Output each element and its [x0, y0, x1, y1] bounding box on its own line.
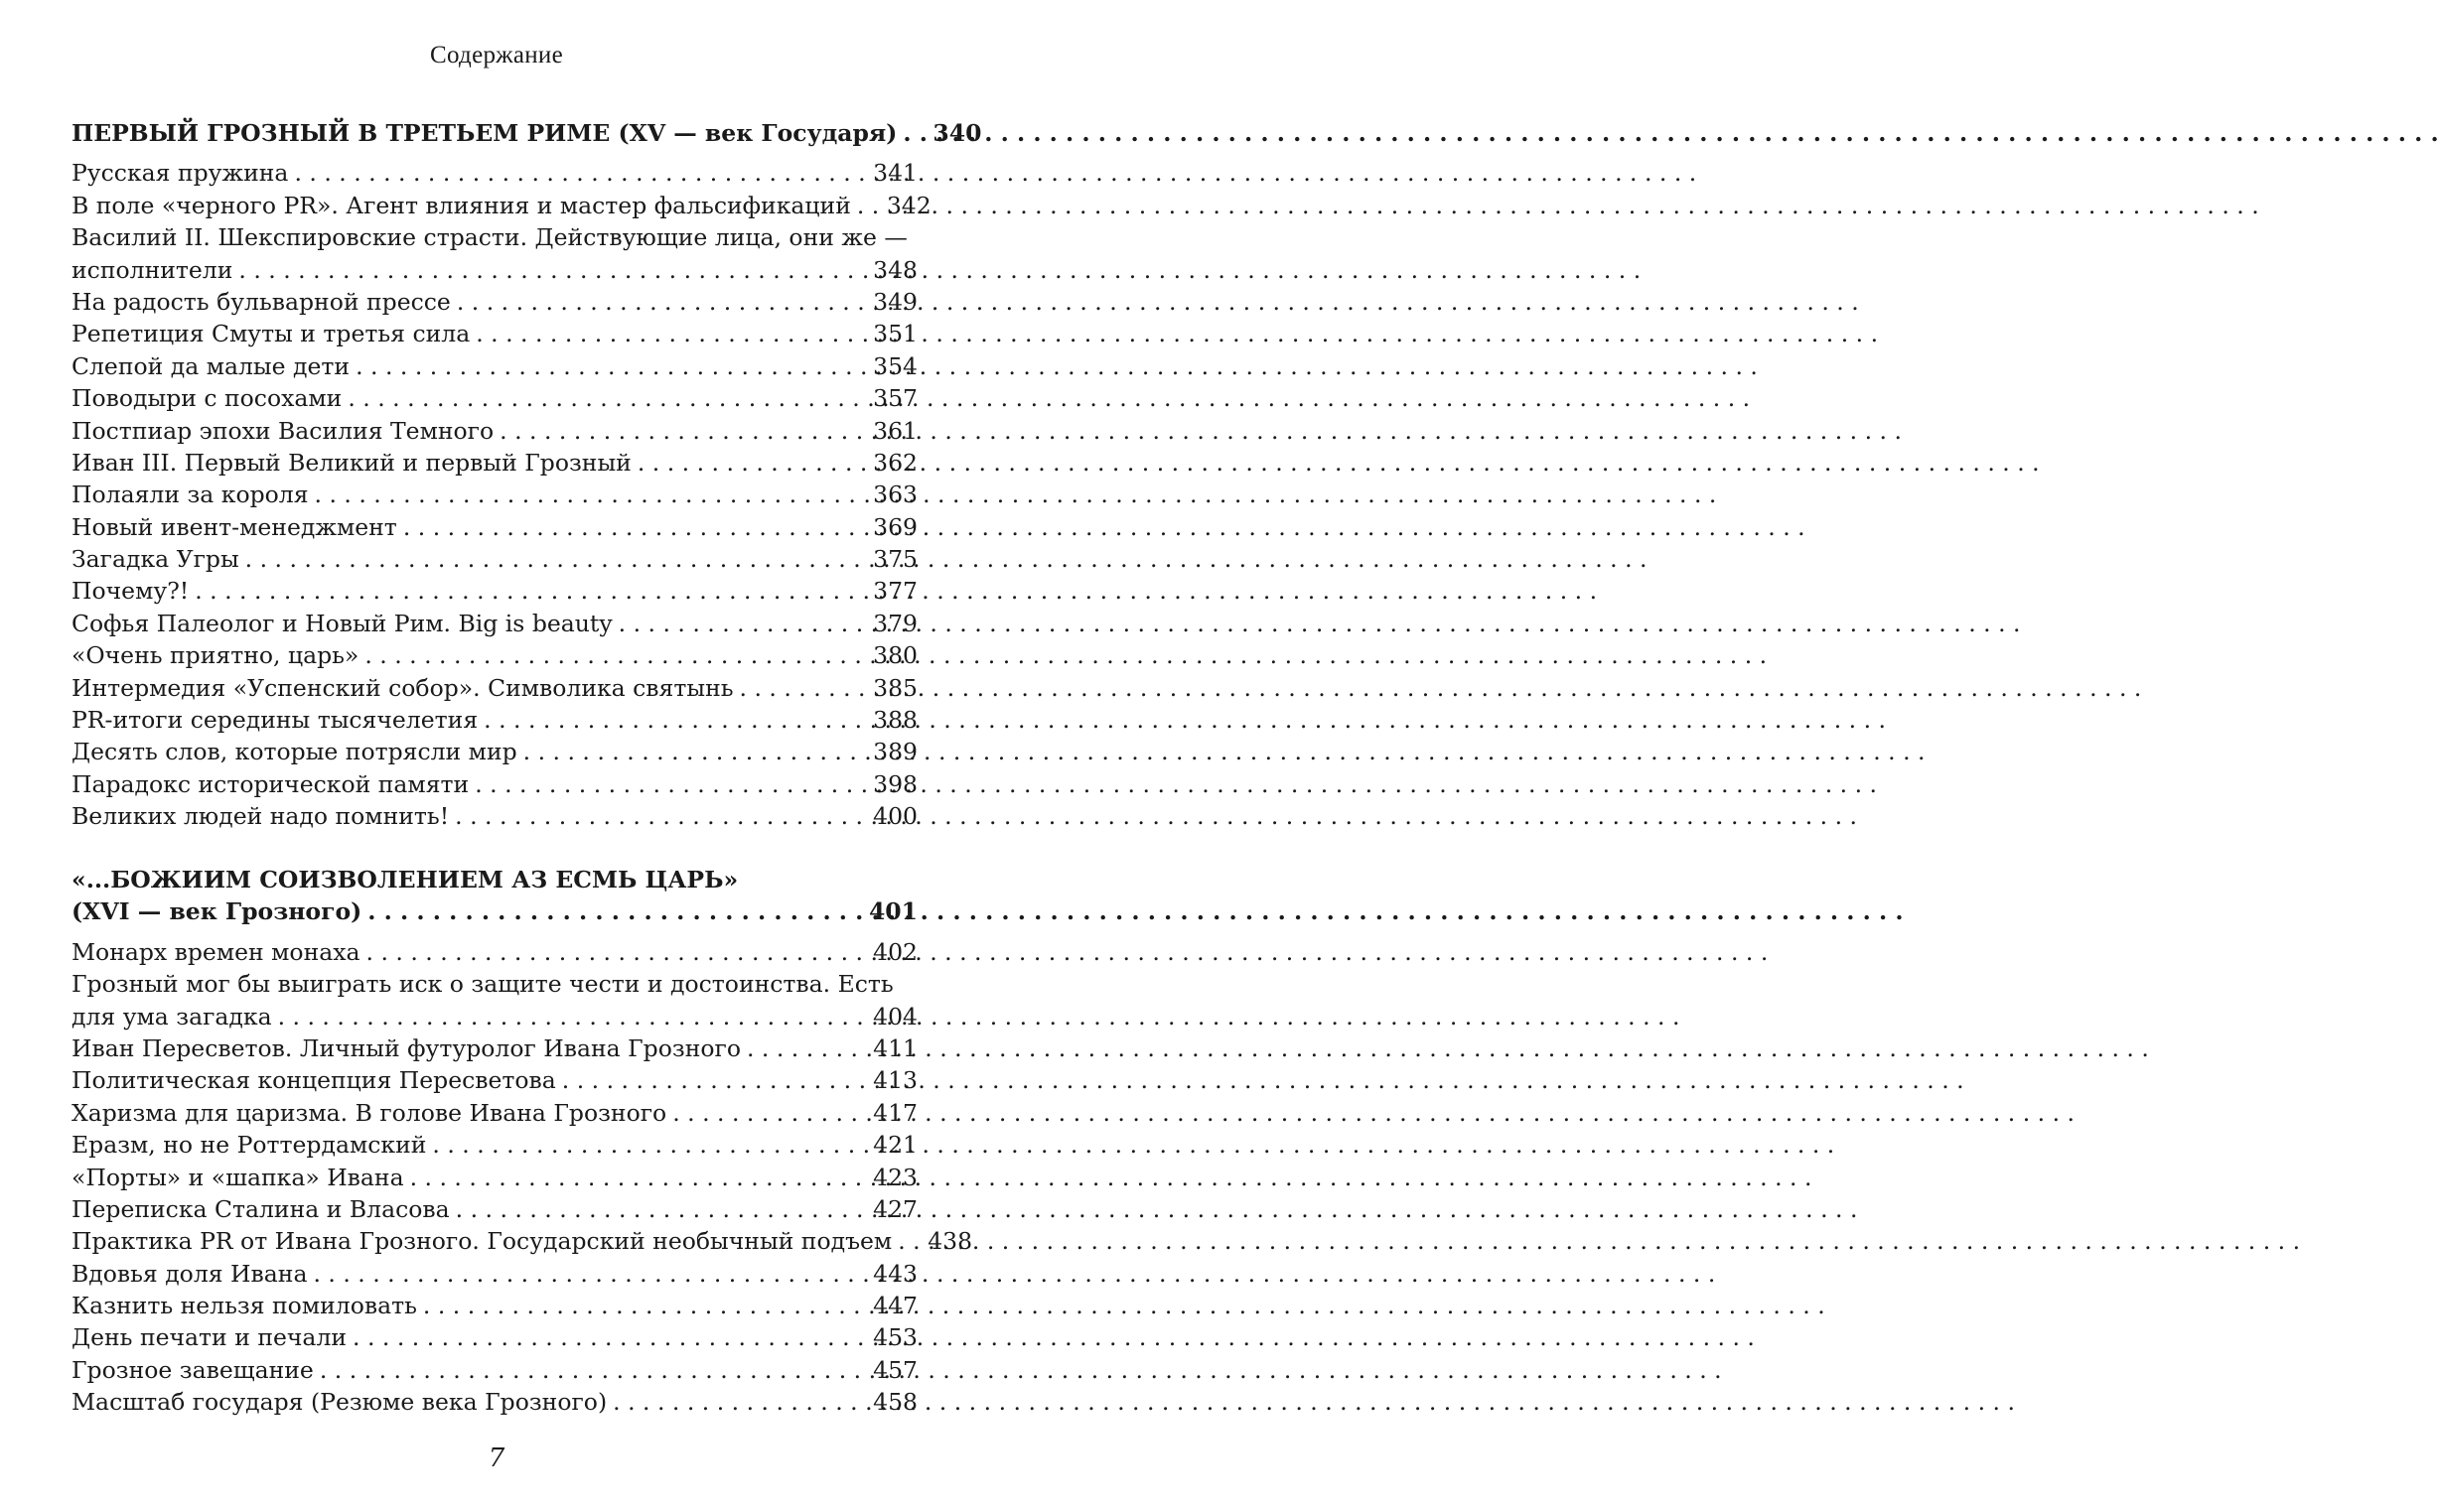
- page-number: 342: [886, 191, 932, 219]
- leader-dots: [239, 543, 863, 575]
- entry-title: В поле «черного PR». Агент влияния и мастер фальсификаций: [72, 191, 851, 219]
- leader-dots: [314, 1354, 863, 1386]
- leader-dots: [360, 936, 864, 968]
- entry-title: Постпиар эпохи Василия Темного: [72, 416, 495, 445]
- toc-entry: [72, 511, 918, 543]
- entry-title: Иван Пересветов. Личный футуролог Ивана Грозного: [72, 1033, 741, 1062]
- entry-title-line: Василий II. Шекспировские страсти. Действующие лица, они же —: [72, 223, 908, 252]
- leader-dots: [666, 1097, 863, 1129]
- leader-dots: [450, 1193, 864, 1225]
- entry-title: Софья Палеолог и Новый Рим. Big is beauty: [72, 609, 613, 637]
- page-number: 351: [873, 320, 918, 348]
- toc-entry: [72, 672, 918, 704]
- page-number: 458: [873, 1388, 918, 1417]
- entry-title: Грозное завещание: [72, 1355, 314, 1384]
- toc-entry: [72, 936, 918, 968]
- page-number: 348: [873, 255, 918, 284]
- page-number: 375: [873, 545, 918, 574]
- page-number: 361: [873, 416, 918, 445]
- toc-entry: [72, 190, 932, 221]
- running-head: Содержание: [430, 42, 563, 69]
- toc-entry: [72, 1032, 918, 1064]
- book-page: [0, 0, 993, 1512]
- entry-title: Русская пружина: [72, 159, 289, 188]
- page-number: 354: [873, 351, 918, 380]
- leader-dots: [469, 768, 863, 800]
- entry-title: Интермедия «Успенский собор». Символика святынь: [72, 673, 734, 702]
- page-number: 404: [873, 1002, 918, 1031]
- toc-section-2: [72, 864, 973, 1419]
- leader-dots: [309, 479, 864, 510]
- leader-dots: [632, 447, 863, 479]
- entry-title: Еразм, но не Роттердамский: [72, 1131, 427, 1160]
- entry-title: Слепой да малые дети: [72, 351, 351, 380]
- leader-dots: [470, 318, 863, 349]
- entry-title: для ума загадка: [72, 1002, 272, 1031]
- toc-entry: [72, 704, 918, 736]
- leader-dots: [307, 1258, 863, 1290]
- page-number: 417: [873, 1098, 918, 1127]
- toc-entry: [72, 1001, 918, 1032]
- leader-dots: [359, 639, 863, 671]
- leader-dots: [397, 511, 863, 543]
- leader-dots: [189, 575, 863, 607]
- leader-dots: [347, 1321, 863, 1353]
- page-number: 400: [873, 802, 918, 831]
- leader-dots: [232, 254, 863, 286]
- page-number: 385: [873, 673, 918, 702]
- page-number: 363: [873, 481, 918, 509]
- toc-entry: [72, 254, 918, 286]
- page-number: 413: [873, 1066, 918, 1095]
- entry-title: Загадка Угры: [72, 545, 239, 574]
- leader-dots: [350, 350, 863, 382]
- toc-entry: [72, 1162, 918, 1193]
- entry-title: Иван III. Первый Великий и первый Грозный: [72, 448, 632, 477]
- entry-title: Переписка Сталина и Власова: [72, 1194, 450, 1223]
- entry-title: PR-итоги середины тысячелетия: [72, 706, 479, 735]
- toc-entry: [72, 543, 918, 575]
- entry-title: Десять слов, которые потрясли мир: [72, 738, 517, 766]
- page-number: 457: [873, 1355, 918, 1384]
- page-number: 453: [873, 1323, 918, 1352]
- leader-dots: [556, 1064, 863, 1096]
- page-number: 389: [873, 738, 918, 766]
- toc-entry: [72, 415, 918, 447]
- entry-title: Великих людей надо помнить!: [72, 802, 450, 831]
- section-heading-title: (XVI — век Грозного): [72, 897, 362, 926]
- entry-title-line: Грозный мог бы выиграть иск о защите чести и достоинства. Есть: [72, 970, 894, 999]
- toc-entry: [72, 479, 918, 510]
- page-number: 427: [873, 1194, 918, 1223]
- leader-dots: [741, 1032, 863, 1064]
- entry-title: Репетиция Смуты и третья сила: [72, 320, 471, 348]
- page-number: 357: [873, 384, 918, 413]
- entry-title: Парадокс исторической памяти: [72, 769, 470, 798]
- entry-title: На радость бульварной прессе: [72, 287, 451, 316]
- toc-entry: [72, 1225, 973, 1257]
- entry-title: День печати и печали: [72, 1323, 348, 1352]
- entry-title: Монарх времен монаха: [72, 937, 360, 966]
- leader-dots: [494, 415, 863, 447]
- page-number: 388: [873, 706, 918, 735]
- toc-entry: [72, 1129, 918, 1161]
- leader-dots: [361, 895, 859, 927]
- toc-entry: [72, 608, 918, 639]
- section-heading: [72, 895, 918, 927]
- page-number: 443: [873, 1259, 918, 1288]
- entry-title: «Очень приятно, царь»: [72, 641, 359, 670]
- page-number: 377: [873, 577, 918, 606]
- leader-dots: [449, 800, 863, 832]
- toc-entry: [72, 318, 918, 349]
- toc-entry: [72, 800, 918, 832]
- toc-entry: [72, 575, 918, 607]
- toc-entry: [72, 1386, 918, 1418]
- leader-dots: [734, 672, 864, 704]
- section-heading-title: ПЕРВЫЙ ГРОЗНЫЙ В ТРЕТЬЕМ РИМЕ (XV — век Государя): [72, 119, 898, 147]
- entry-title: Вдовья доля Ивана: [72, 1259, 308, 1288]
- toc-entry: [72, 1321, 918, 1353]
- leader-dots: [426, 1129, 863, 1161]
- leader-dots: [607, 1386, 863, 1418]
- page-number: 340: [933, 119, 982, 147]
- toc-entry: [72, 157, 918, 189]
- page-number: 438: [928, 1227, 973, 1256]
- page-number: 423: [873, 1163, 918, 1191]
- toc-entry: [72, 768, 918, 800]
- toc-entry: [72, 1193, 918, 1225]
- toc-entry: [72, 639, 918, 671]
- toc-entry: [72, 1354, 918, 1386]
- entry-title: Полаяли за короля: [72, 481, 309, 509]
- leader-dots: [272, 1001, 864, 1032]
- page-number: 362: [873, 448, 918, 477]
- page-number: 411: [873, 1033, 918, 1062]
- page-number: 398: [873, 769, 918, 798]
- toc-entry: [72, 1097, 918, 1129]
- entry-title: Почему?!: [72, 577, 190, 606]
- toc-entry: [72, 286, 918, 318]
- page-number: 402: [873, 937, 918, 966]
- page-number: 341: [873, 159, 918, 188]
- leader-dots: [288, 157, 863, 189]
- toc-entry: [72, 1064, 918, 1096]
- page-number: 379: [873, 609, 918, 637]
- entry-title: Казнить нельзя помиловать: [72, 1292, 417, 1320]
- section-heading-line: «...БОЖИИМ СОИЗВОЛЕНИЕМ АЗ ЕСМЬ ЦАРЬ»: [72, 866, 739, 893]
- section-heading: [72, 117, 982, 149]
- page-folio: 7: [488, 1443, 505, 1473]
- entry-title: Практика PR от Ивана Грозного. Государский необычный подъем: [72, 1227, 893, 1256]
- toc-entry: [72, 1258, 918, 1290]
- leader-dots: [404, 1162, 864, 1193]
- leader-dots: [451, 286, 863, 318]
- toc-entry: [72, 382, 918, 414]
- page-number: 349: [873, 287, 918, 316]
- page-number: 369: [873, 512, 918, 541]
- entry-title: исполнители: [72, 255, 233, 284]
- entry-title: «Порты» и «шапка» Ивана: [72, 1163, 404, 1191]
- leader-dots: [851, 190, 877, 221]
- leader-dots: [478, 704, 863, 736]
- toc-entry: [72, 736, 918, 767]
- entry-title: Масштаб государя (Резюме века Грозного): [72, 1388, 608, 1417]
- leader-dots: [517, 736, 863, 767]
- toc-entry: [72, 1290, 918, 1321]
- toc-entry: [72, 350, 918, 382]
- leader-dots: [892, 1225, 918, 1257]
- toc-section-1: [72, 117, 982, 833]
- leader-dots: [613, 608, 863, 639]
- entry-title: Поводыри с посохами: [72, 384, 343, 413]
- page-number: 447: [873, 1292, 918, 1320]
- page-number: 380: [873, 641, 918, 670]
- toc-entry: [72, 447, 918, 479]
- entry-title: Политическая концепция Пересветова: [72, 1066, 556, 1095]
- page-number: 401: [868, 897, 918, 926]
- page-number: 421: [873, 1131, 918, 1160]
- leader-dots: [897, 117, 923, 149]
- leader-dots: [342, 382, 863, 414]
- leader-dots: [417, 1290, 863, 1321]
- entry-title: Харизма для царизма. В голове Ивана Грозного: [72, 1098, 667, 1127]
- entry-title: Новый ивент-менеджмент: [72, 512, 397, 541]
